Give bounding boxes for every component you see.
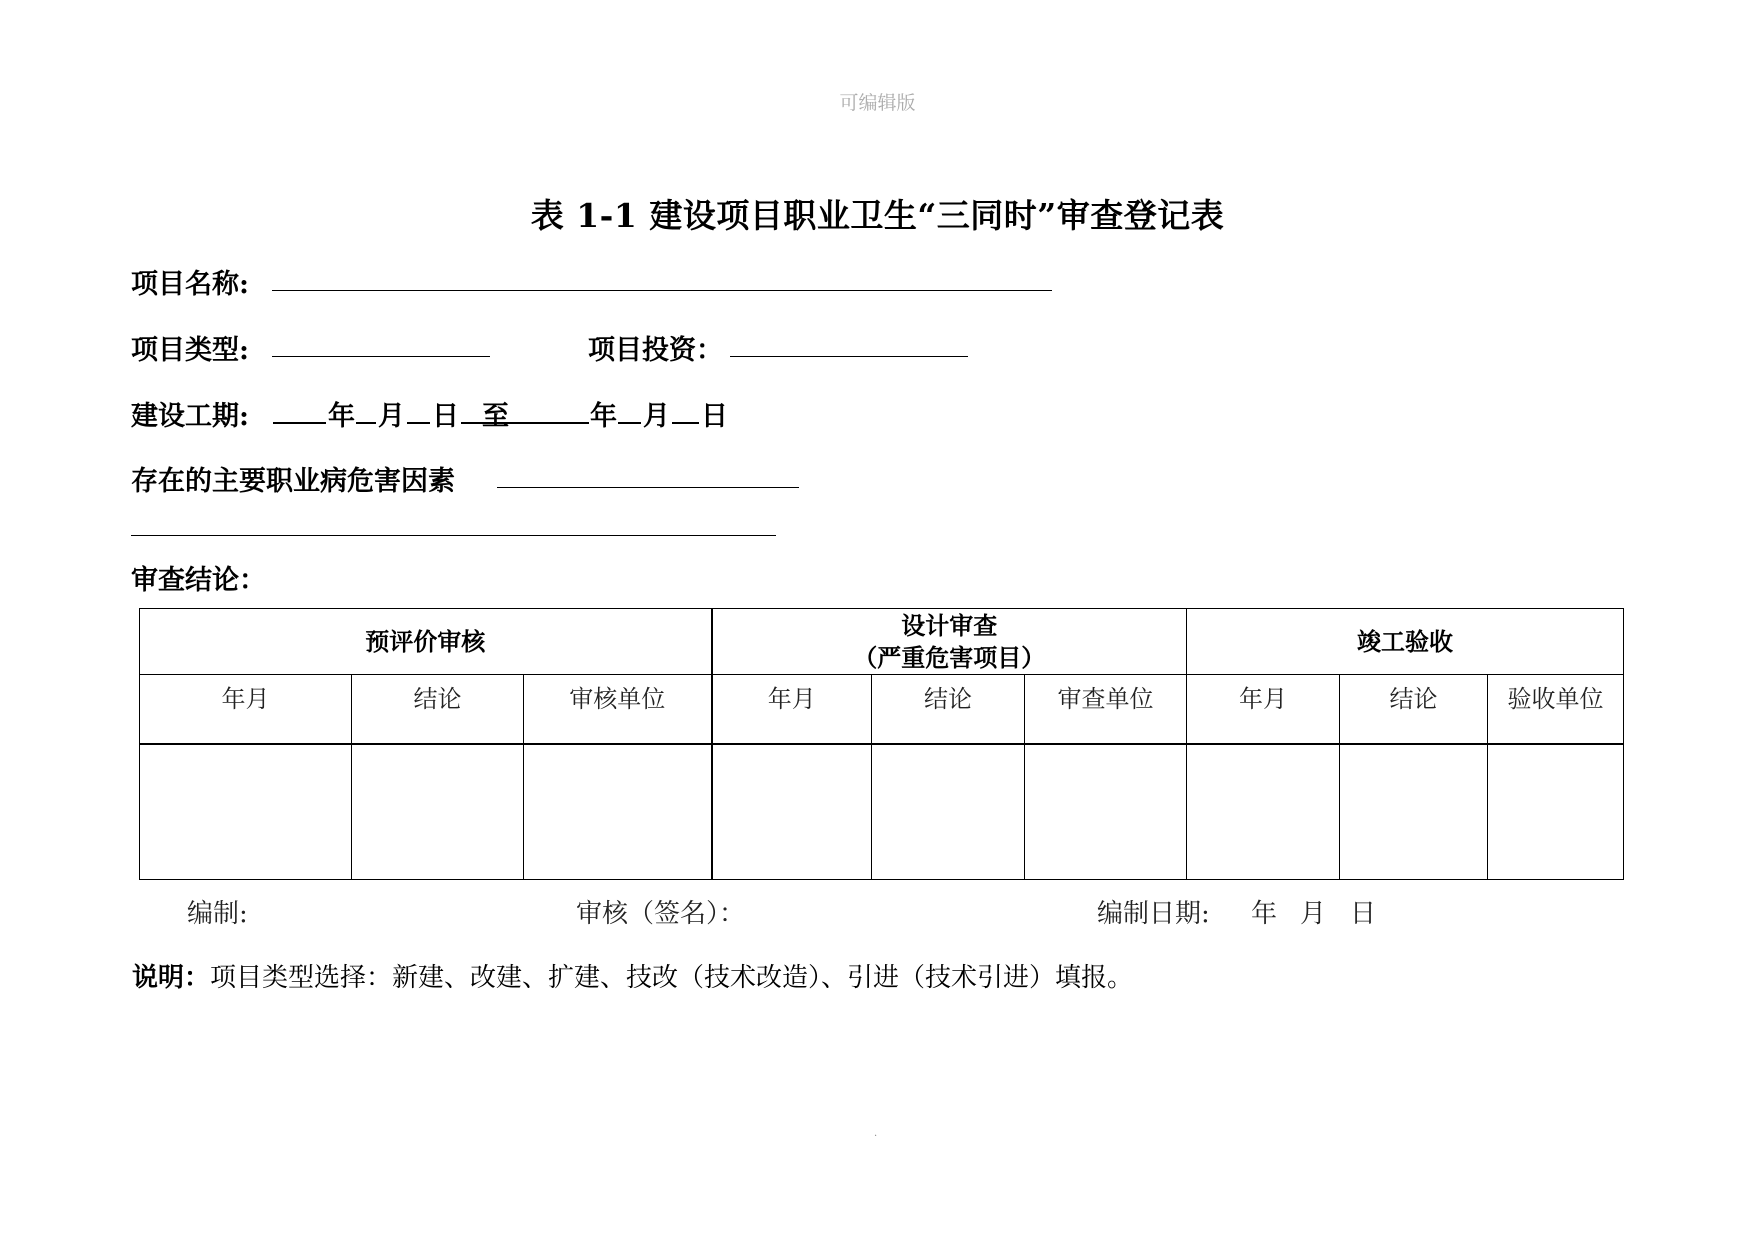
period-day-2: 日 [701,401,728,432]
start-month-field[interactable] [356,422,376,424]
start-day-field[interactable] [407,422,430,424]
col-header: 年月 [712,675,872,745]
col-header: 结论 [1340,675,1488,745]
header-watermark: 可编辑版 [839,92,916,114]
col-header: 年月 [1187,675,1340,745]
date-month: 月 [1300,899,1327,929]
table-cell[interactable] [352,744,524,880]
end-year-field[interactable] [461,422,589,424]
table-cell[interactable] [524,744,712,880]
table-cell[interactable] [1025,744,1187,880]
col-header: 年月 [140,675,352,745]
period-year-1: 年 [328,401,355,432]
col-header: 审核单位 [524,675,712,745]
table-cell[interactable] [712,744,872,880]
project-investment-label: 项目投资： [588,335,723,366]
note-prefix: 说明： [132,963,211,993]
group-design-review-label: 设计审查 [901,610,998,640]
period-year-2: 年 [590,401,617,432]
group-design-review [712,609,1187,675]
project-name-label: 项目名称: [131,269,249,300]
period-to: 至 [482,401,509,432]
hazards-label: 存在的主要职业病危害因素 [131,466,455,497]
col-header: 审查单位 [1025,675,1187,745]
review-table [139,608,1624,880]
project-name-field[interactable] [272,290,1052,291]
table-cell[interactable] [140,744,352,880]
note-text: 项目类型选择：新建、改建、扩建、技改（技术改造）、引进（技术引进）填报。 [210,963,1134,993]
col-header: 结论 [352,675,524,745]
page-dot: . [874,1128,878,1139]
project-investment-field[interactable] [730,356,968,357]
col-header: 结论 [872,675,1025,745]
project-type-label: 项目类型: [131,335,249,366]
table-row [140,744,1624,880]
date-day: 日 [1350,899,1377,929]
hazards-field[interactable] [497,487,799,488]
table-cell[interactable] [872,744,1025,880]
construction-period-label: 建设工期: [131,401,249,432]
group-completion-acceptance: 竣工验收 [1187,609,1624,675]
period-month-2: 月 [643,401,670,432]
hazards-field-line-2[interactable] [131,535,776,536]
period-day-1: 日 [432,401,459,432]
table-cell[interactable] [1488,744,1624,880]
group-design-review-sublabel: （严重危害项目） [853,642,1046,672]
table-cell[interactable] [1340,744,1488,880]
col-header: 验收单位 [1488,675,1624,745]
conclusion-label: 审查结论： [131,565,266,596]
page-title: 表 1-1 建设项目职业卫生“三同时”审查登记表 [530,196,1225,235]
end-day-field[interactable] [672,422,699,424]
prepared-date-label: 编制日期: [1097,899,1210,929]
reviewed-by-label: 审核（签名）： [576,899,746,929]
date-year: 年 [1251,899,1278,929]
end-month-field[interactable] [618,422,641,424]
note [132,957,1133,994]
period-month-1: 月 [378,401,405,432]
prepared-by-label: 编制: [187,899,248,929]
project-type-field[interactable] [272,356,490,357]
table-cell[interactable] [1187,744,1340,880]
group-pre-evaluation: 预评价审核 [140,609,712,675]
start-year-field[interactable] [273,422,326,424]
